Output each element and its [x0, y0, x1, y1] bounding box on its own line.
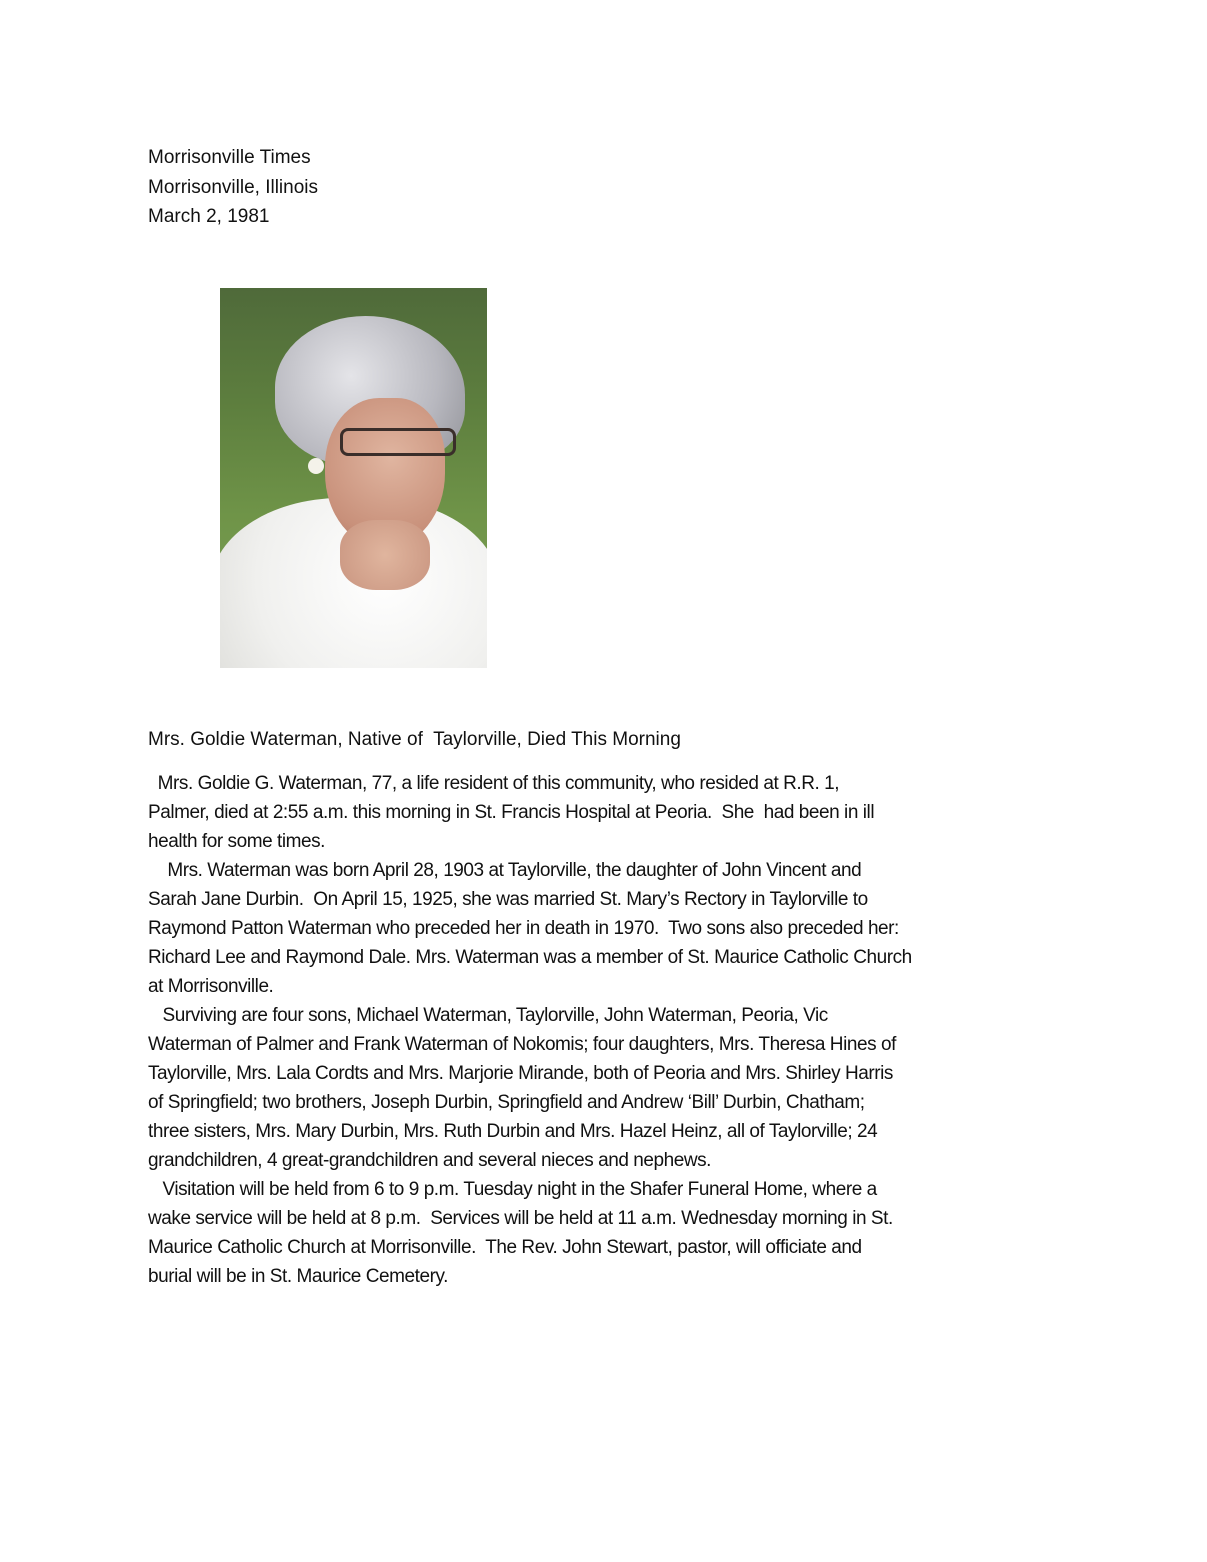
- photo-glasses: [340, 428, 456, 456]
- body-line: grandchildren, 4 great-grandchildren and several nieces and nephews.: [148, 1150, 712, 1171]
- body-line: Mrs. Waterman was born April 28, 1903 at Taylorville, the daughter of John Vincent and: [148, 860, 862, 881]
- body-line: Surviving are four sons, Michael Waterman, Taylorville, John Waterman, Peoria, Vic: [148, 1005, 828, 1026]
- body-line: Raymond Patton Waterman who preceded her in death in 1970. Two sons also preceded her:: [148, 918, 899, 939]
- body-line: Maurice Catholic Church at Morrisonville. The Rev. John Stewart, pastor, will officiate and: [148, 1237, 862, 1258]
- body-line: at Morrisonville.: [148, 976, 274, 997]
- body-line: health for some times.: [148, 831, 326, 852]
- photo-earring: [308, 458, 324, 474]
- body-line: Visitation will be held from 6 to 9 p.m. Tuesday night in the Shafer Funeral Home, where a: [148, 1179, 877, 1200]
- photo-hand: [340, 520, 430, 590]
- document-header: [148, 143, 318, 232]
- body-line: Palmer, died at 2:55 a.m. this morning in St. Francis Hospital at Peoria. She had been in ill: [148, 802, 875, 823]
- body-line: Taylorville, Mrs. Lala Cordts and Mrs. Marjorie Mirande, both of Peoria and Mrs. Shirley Harris: [148, 1063, 893, 1084]
- body-line: of Springfield; two brothers, Joseph Durbin, Springfield and Andrew ‘Bill’ Durbin, Chatham;: [148, 1092, 865, 1113]
- body-line: burial will be in St. Maurice Cemetery.: [148, 1266, 448, 1287]
- body-line: Waterman of Palmer and Frank Waterman of Nokomis; four daughters, Mrs. Theresa Hines of: [148, 1034, 896, 1055]
- publication-name: Morrisonville Times: [148, 147, 311, 168]
- publication-date: March 2, 1981: [148, 206, 270, 227]
- body-line: three sisters, Mrs. Mary Durbin, Mrs. Ruth Durbin and Mrs. Hazel Heinz, all of Taylorville; 24: [148, 1121, 878, 1142]
- article-headline: Mrs. Goldie Waterman, Native of Taylorville, Died This Morning: [148, 729, 681, 750]
- body-line: wake service will be held at 8 p.m. Services will be held at 11 a.m. Wednesday morning in St.: [148, 1208, 893, 1229]
- article-body: [148, 769, 912, 1291]
- body-line: Sarah Jane Durbin. On April 15, 1925, she was married St. Mary’s Rectory in Taylorville to: [148, 889, 868, 910]
- body-line: Mrs. Goldie G. Waterman, 77, a life resident of this community, who resided at R.R. 1,: [148, 773, 840, 794]
- portrait-photo: [220, 288, 487, 668]
- publication-location: Morrisonville, Illinois: [148, 176, 318, 198]
- body-line: Richard Lee and Raymond Dale. Mrs. Waterman was a member of St. Maurice Catholic Church: [148, 947, 912, 968]
